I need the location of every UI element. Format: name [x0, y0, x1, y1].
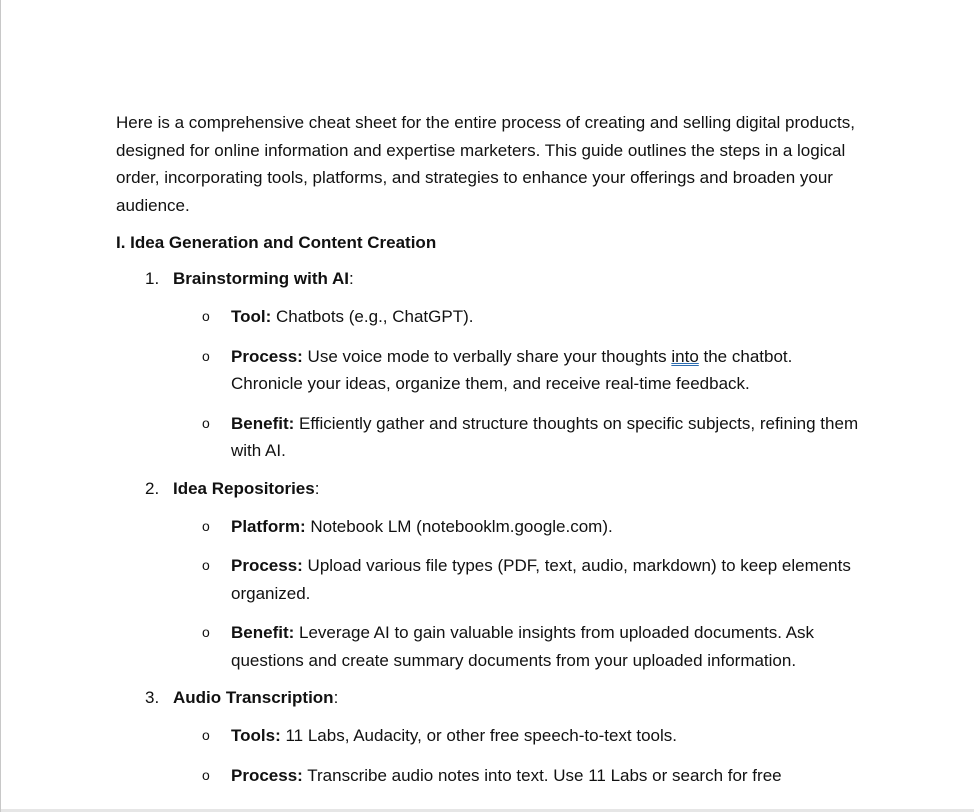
bullet-text: Notebook LM (notebooklm.google.com). — [305, 516, 613, 536]
bullet-item-benefit — [116, 410, 866, 465]
bullet-label: Process: — [231, 556, 303, 575]
circle-bullet-icon: o — [202, 727, 210, 743]
grammar-flagged-word[interactable]: into — [671, 346, 699, 366]
bullet-text: Transcribe audio notes into text. Use 11 Labs or search for free — [302, 765, 782, 785]
bullet-item-tools — [116, 722, 866, 750]
bullet-label: Process: — [231, 765, 303, 785]
bullet-label: Benefit: — [231, 413, 295, 433]
circle-bullet-icon: o — [202, 517, 210, 534]
circle-bullet-icon: o — [202, 766, 210, 783]
bullet-label: Process: — [231, 346, 303, 366]
item-title: Brainstorming with AI — [173, 269, 349, 288]
bullet-item-tool — [116, 303, 866, 331]
bullet-text-continued: the chatbot. Chronicle your ideas, organize them, and receive real-time feedback. — [231, 346, 793, 393]
numbered-item-brainstorming — [116, 267, 866, 291]
section-heading: I. Idea Generation and Content Creation — [116, 233, 437, 252]
circle-bullet-icon: o — [202, 308, 210, 324]
bullet-label: Platform: — [231, 516, 306, 536]
bullet-text: 11 Labs, Audacity, or other free speech-to-text tools. — [280, 726, 677, 745]
item-suffix: : — [333, 688, 339, 707]
item-suffix: : — [349, 269, 354, 288]
bullet-label: Benefit: — [231, 623, 295, 642]
numbered-item-audio-transcription — [116, 686, 866, 710]
bullet-item-platform — [116, 513, 866, 541]
bullet-item-benefit — [116, 619, 866, 674]
item-title: Audio Transcription — [173, 688, 334, 707]
circle-bullet-icon: o — [202, 557, 210, 573]
intro-paragraph: Here is a comprehensive cheat sheet for the entire process of creating and selling digital products, designed for online information and expertise marketers. This guide outlines the steps in a logical order, incorporating tools, platforms, and strategies to enhance your offerings and broaden your audience. — [116, 113, 855, 215]
bullet-item-process — [116, 762, 866, 790]
bullet-label: Tool: — [231, 307, 272, 326]
bullet-text: Chatbots (e.g., ChatGPT). — [271, 307, 474, 326]
item-suffix: : — [314, 478, 320, 498]
bullet-text: Efficiently gather and structure thoughts on specific subjects, refining them with AI. — [231, 413, 859, 460]
document-body — [116, 109, 866, 801]
bullet-text: Upload various file types (PDF, text, audio, markdown) to keep elements organized. — [231, 556, 851, 603]
bullet-item-process — [116, 343, 866, 398]
bullet-text: Leverage AI to gain valuable insights from uploaded documents. Ask questions and create summary documents from your uploaded information. — [231, 623, 815, 670]
bullet-item-process — [116, 552, 866, 607]
bullet-label: Tools: — [231, 726, 281, 745]
item-number: 1. — [145, 269, 160, 288]
numbered-item-idea-repositories — [116, 477, 866, 501]
item-number: 2. — [145, 478, 160, 498]
item-title: Idea Repositories — [173, 478, 315, 498]
circle-bullet-icon: o — [202, 347, 210, 364]
circle-bullet-icon: o — [202, 414, 210, 431]
item-number: 3. — [145, 688, 160, 707]
circle-bullet-icon: o — [202, 624, 210, 640]
bullet-text: Use voice mode to verbally share your thoughts — [302, 346, 672, 366]
